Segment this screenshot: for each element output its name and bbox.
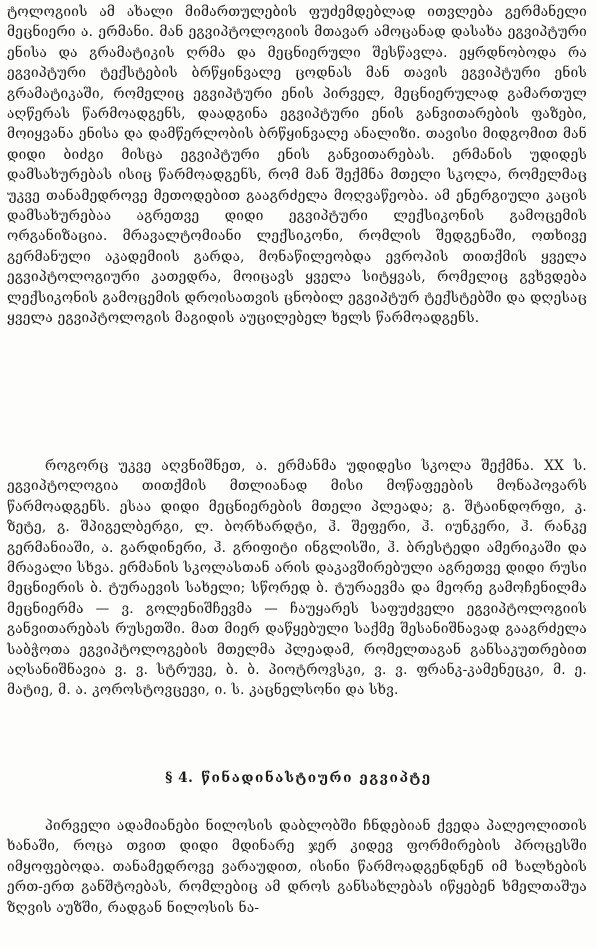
body-paragraph-predynastic: პირველი ადამიანები ნილოსის დაბლობში ჩნდებიან ქვედა პალეოლითის ხანაში, როცა თვით დიდი მდინარე ჯერ კიდევ ფორმირების პროცესში იმყოფებოდა. თანამედროვე ვარაუდით, ისინი წარმოადგენდნენ იმ ხალხების ერთ-ერთ განშტოებას, რომლებიც ამ დროს განსახლებას იწყებენ ხმელთაშუა ზღვის აუზში, რადგან ნილოსის ნა- xyxy=(7,818,587,916)
body-paragraph-egyptologists: როგორც უკვე აღვნიშნეთ, ა. ერმანმა უდიდესი სკოლა შექმნა. XX ს. ეგვიპტოლოგია თითქმის მთლიანად მისი მოწაფეების მონაპოვარს წარმოადგენს. ესაა დიდი მეცნიერების მთელი პლეადა; გ. შტაინდორფი, კ. ზეტე, გ. შპიგელბერგი, ლ. ბორხარდტი, ჰ. შეფერი, ჰ. იუნკერი, ჰ. რანკე გერმანიაში, ა. გარდინერი, ჰ. გრიფიტი ინგლისში, ჰ. ბრესტედი ამერიკაში და მრავალი სხვა. ერმანის სკოლასთან არის დაკავშირებული აგრეთვე დიდი რუსი მეცნიერის ბ. ტურაევის სახელი; სწორედ ბ. ტურაევმა და მეორე გამოჩენილმა მეცნიერმა — ვ. გოლენიშჩევმა — ჩაუყარეს საფუძველი ეგვიპტოლოგიის განვითარებას რუსეთში. მათ მიერ დაწყებული საქმე შესანიშნავად გააგრძელა საბჭოთა ეგვიპტოლოგების მთელმა პლეადამ, რომელთაგან განსაკუთრებით აღსანიშნავია ვ. ვ. სტრუვე, ბ. ბ. პიოტროვსკი, ვ. ვ. ფრანკ-კამენეცკი, მ. ე. მატიე, მ. ა. კოროსტოვცევი, ი. ს. კაცნელსონი და სხვ. xyxy=(7,458,587,699)
section-title: წინადინასტიური ეგვიპტე xyxy=(201,770,432,786)
section-heading xyxy=(0,770,597,786)
body-paragraph-erman-school: ტოლოგიის ამ ახალი მიმართულების ფუძემდებლად ითვლება გერმანელი მეცნიერი ა. ერმანი. მან ეგვიპტოლოგიის მთავარ ამოცანად დასახა ეგვიპტური ენისა და გრამატიკის ღრმა და მეცნიერული შესწავლა. ეყრდნობოდა რა ეგვიპტური ტექსტების ბრწყინვალე ცოდნას მან თავის ეგვიპტური ენის გრამატიკაში, რომელიც ეგვიპტური ენის პირველ, მეცნიერულად გამართულ აღწერას წარმოადგენს, დაადგინა ეგვიპტური ენის განვითარების ფაზები, მოიყვანა ენისა და დამწერლობის ბრწყინვალე ანალიზი. თავისი მიდგომით მან დიდი ბიძგი მისცა ეგვიპტური ენის განვითარებას. ერმანის უდიდეს დამსახურებას ისიც წარმოადგენს, რომ მან შექმნა მთელი სკოლა, რომელმაც უკვე თანამედროვე მეთოდებით გააგრძელა მოღვაწეობა. ამ ენერგიული კაცის დამსახურებაა აგრეთვე დიდი ეგვიპტური ლექსიკონის გამოცემის ორგანიზაცია. მრავალტომიანი ლექსიკონი, რომლის შედგენაში, ოთხივე გერმანული აკადემიის გარდა, მონაწილეობდა ევროპის თითქმის ყველა ეგვიპტოლოგიური კათედრა, მოიცავს ყველა სიტყვას, რომელიც გვხვდება ლექსიკონის გამოცემის დროისათვის ცნობილ ეგვიპტურ ტექსტებში და დღესაც ყველა ეგვიპტოლოგის მაგიდის აუცილებელ ხელს წარმოადგენს. xyxy=(7,4,587,327)
section-number: § 4. xyxy=(165,770,194,786)
